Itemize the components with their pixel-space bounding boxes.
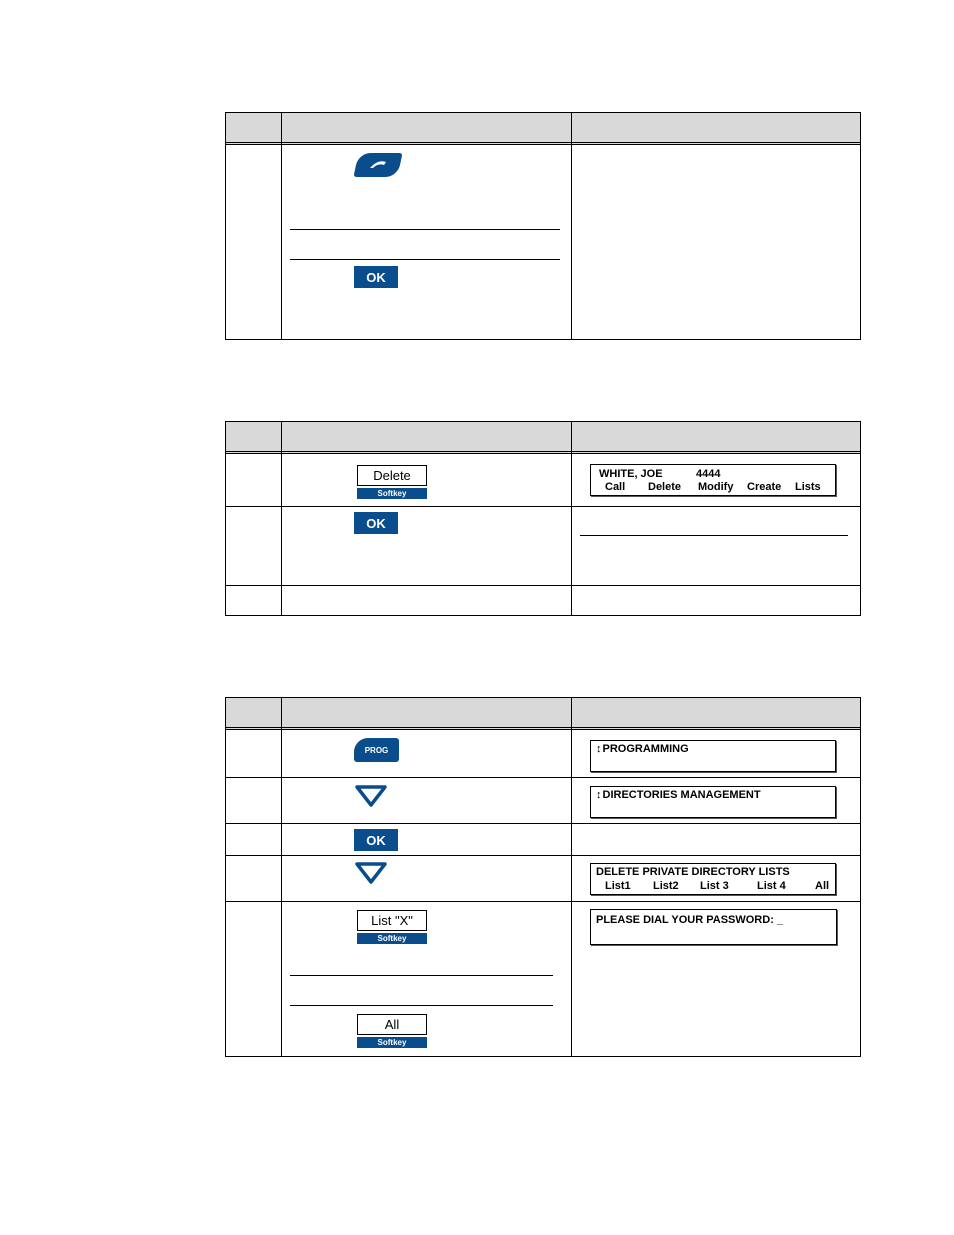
option-list3: List 3 — [700, 880, 729, 892]
softkey-tag: Softkey — [357, 1037, 427, 1048]
ok-button[interactable]: OK — [354, 829, 398, 851]
phone-display — [590, 909, 837, 945]
step-separator — [290, 229, 560, 230]
prog-button[interactable]: PROG — [354, 738, 399, 762]
softkey-delete: Delete — [648, 481, 682, 493]
contact-number: 4444 — [696, 468, 721, 480]
handset-icon — [368, 159, 388, 171]
softkey-call: Call — [605, 481, 626, 493]
delete-lists-title: DELETE PRIVATE DIRECTORY LISTS — [596, 866, 790, 878]
softkey-create: Create — [747, 481, 782, 493]
step-separator — [290, 259, 560, 260]
step-separator — [290, 1005, 553, 1006]
display-line — [596, 743, 689, 755]
softkey-tag: Softkey — [357, 933, 427, 944]
phone-display — [590, 863, 836, 895]
phone-display — [590, 786, 836, 818]
softkey-label: All — [357, 1014, 427, 1035]
table-header — [226, 698, 860, 730]
menu-programming: PROGRAMMING — [602, 743, 689, 755]
procedure-table-2 — [225, 421, 861, 616]
ok-button[interactable]: OK — [354, 266, 398, 288]
all-softkey[interactable] — [357, 1014, 427, 1048]
option-list4: List 4 — [757, 880, 786, 892]
handset-button[interactable] — [353, 153, 402, 177]
softkey-tag: Softkey — [357, 488, 427, 499]
scroll-arrows-icon: ↕ — [596, 743, 602, 755]
list-x-softkey[interactable] — [357, 910, 427, 944]
phone-display — [590, 740, 836, 772]
step-separator — [290, 975, 553, 976]
option-list1: List1 — [605, 880, 631, 892]
option-list2: List2 — [653, 880, 679, 892]
table-header — [226, 113, 860, 145]
menu-directories: DIRECTORIES MANAGEMENT — [602, 789, 761, 801]
table-header — [226, 422, 860, 454]
option-all: All — [815, 880, 830, 892]
softkey-lists: Lists — [795, 481, 821, 493]
ok-button[interactable]: OK — [354, 512, 398, 534]
step-separator — [580, 535, 848, 536]
procedure-table-3 — [225, 697, 861, 1057]
down-arrow-icon[interactable] — [354, 784, 388, 808]
softkey-label: List "X" — [357, 910, 427, 931]
delete-softkey[interactable] — [357, 465, 427, 499]
softkey-modify: Modify — [698, 481, 734, 493]
password-prompt: PLEASE DIAL YOUR PASSWORD: _ — [596, 914, 784, 926]
scroll-arrows-icon: ↕ — [596, 789, 602, 801]
phone-display — [590, 464, 836, 496]
down-arrow-icon[interactable] — [354, 861, 388, 885]
procedure-table-1 — [225, 112, 861, 340]
contact-name: WHITE, JOE — [599, 468, 663, 480]
display-line — [596, 789, 761, 801]
softkey-label: Delete — [357, 465, 427, 486]
